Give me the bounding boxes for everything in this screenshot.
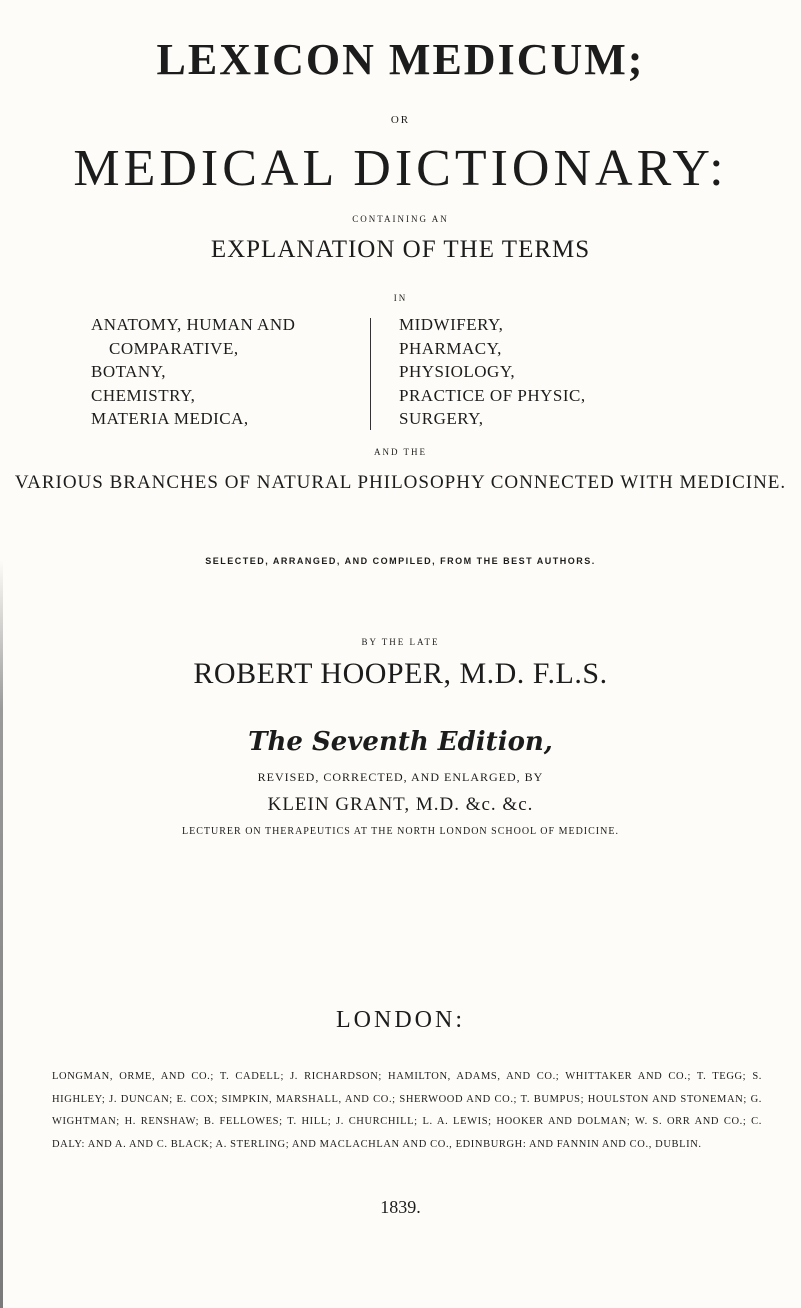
subject-item: MATERIA MEDICA,: [91, 409, 249, 428]
revised-line: REVISED, CORRECTED, AND ENLARGED, BY: [257, 770, 544, 784]
subject-item: PHYSIOLOGY,: [399, 362, 516, 381]
subject-item: MIDWIFERY,: [399, 315, 504, 334]
publishers-list: LONGMAN, ORME, AND CO.; T. CADELL; J. RICHARDSON; HAMILTON, ADAMS, AND CO.; WHITTAKER AND CO.; T. TEGG; S. HIGHLEY; J. DUNCAN; E. COX; SIMPKIN, MARSHALL, AND CO.; SHERWOOD AND CO.; T. BUMPUS; HOULSTON AND STONEMAN; G. WIGHTMAN; H. RENSHAW; B. FELLOWES; T. HILL; J. CHURCHILL; L. A. LEWIS; HOOKER AND DOLMAN; W. S. ORR AND CO.; C. DALY: AND A. AND C. BLACK; A. STERLING; AND MACLACHLAN AND CO., EDINBURGH: AND FANNIN AND CO., DUBLIN.: [52, 1071, 762, 1150]
in-label: IN: [393, 293, 408, 303]
column-divider: [370, 318, 371, 430]
subject-item: ANATOMY, HUMAN AND: [91, 315, 296, 334]
subtitle: MEDICAL DICTIONARY:: [73, 140, 728, 197]
place-of-publication: LONDON:: [336, 1007, 465, 1033]
subject-item: PRACTICE OF PHYSIC,: [399, 385, 586, 405]
subjects-right-column: [399, 313, 586, 431]
explanation-heading: EXPLANATION OF THE TERMS: [210, 236, 591, 263]
subject-item: PHARMACY,: [399, 338, 502, 358]
author-name: ROBERT HOOPER, M.D. F.L.S.: [193, 657, 608, 690]
subject-item: COMPARATIVE,: [109, 338, 239, 358]
editor-name: KLEIN GRANT, M.D. &c. &c.: [267, 794, 534, 815]
subject-item: BOTANY,: [91, 362, 167, 381]
or-label: OR: [390, 114, 411, 126]
main-title: LEXICON MEDICUM;: [156, 35, 645, 84]
and-the-label: AND THE: [373, 447, 428, 457]
by-the-late-label: BY THE LATE: [361, 637, 440, 647]
subjects-left-column: [91, 313, 295, 431]
edition-blackletter: The Seventh Edition,: [248, 727, 553, 757]
lecturer-line: LECTURER ON THERAPEUTICS AT THE NORTH LONDON SCHOOL OF MEDICINE.: [182, 826, 619, 837]
various-branches: VARIOUS BRANCHES OF NATURAL PHILOSOPHY CONNECTED WITH MEDICINE.: [14, 472, 787, 493]
selected-line: SELECTED, ARRANGED, AND COMPILED, FROM THE BEST AUTHORS.: [205, 556, 596, 566]
subject-item: SURGERY,: [399, 409, 484, 428]
publication-year: 1839.: [380, 1197, 421, 1217]
containing-label: CONTAINING AN: [352, 214, 449, 224]
subject-item: CHEMISTRY,: [91, 385, 196, 405]
